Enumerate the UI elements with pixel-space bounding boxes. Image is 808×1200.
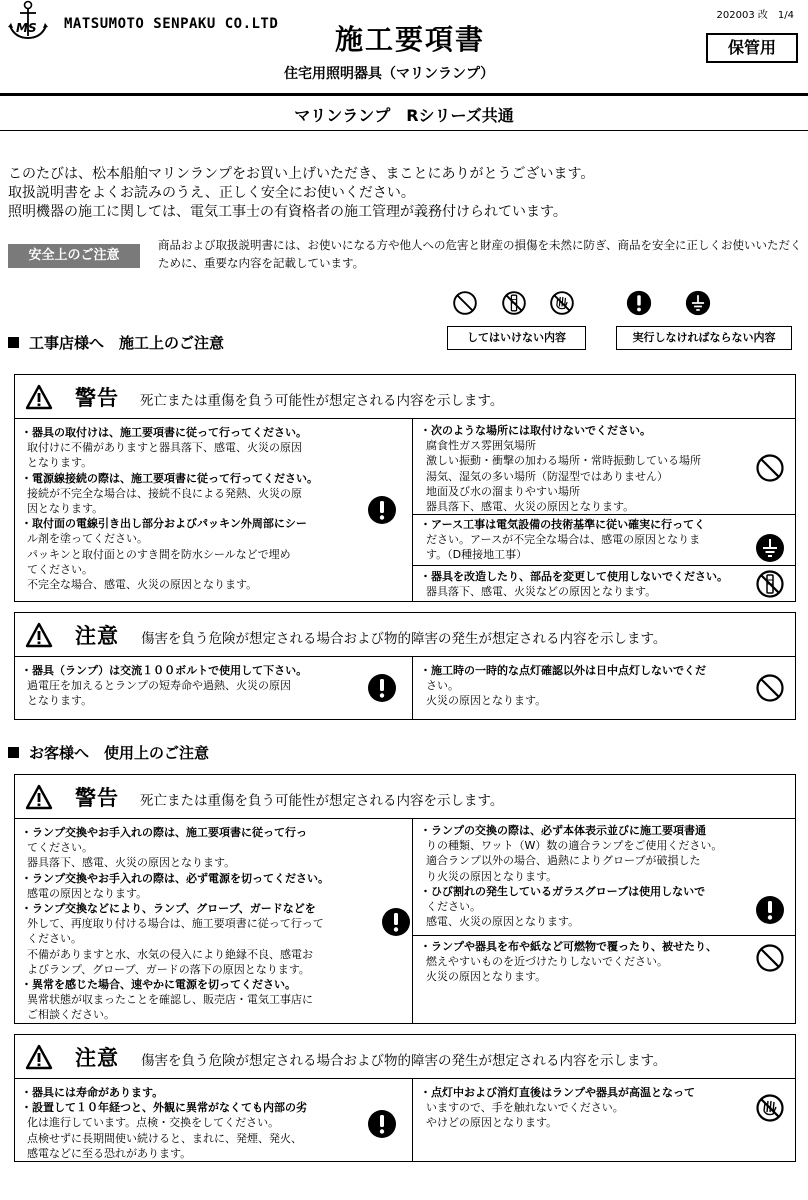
warning-header [15, 775, 795, 819]
list-item-detail: 湯気、湿気の多い場所（防湿型ではありません） [426, 469, 668, 483]
list-item-detail: 点検せずに長期間使い続けると、まれに、発煙、発火、 [27, 1131, 302, 1145]
list-item-detail: 感電などに至る恐れがあります。 [27, 1146, 192, 1160]
warning-description: 死亡または重傷を負う可能性が想定される内容を示します。 [140, 393, 504, 409]
warning-right-item-2 [420, 939, 760, 985]
section-heading-text: 工事店様へ 施工上のご注意 [29, 334, 225, 352]
list-item-detail: ください。 [426, 900, 481, 914]
list-item: ・ランプ交換やお手入れの際は、必ず電源を切ってください。 [21, 871, 329, 885]
warning-left-column [21, 825, 381, 1023]
list-item: ・取付面の電線引き出し部分およびパッキン外周部にシー [21, 517, 307, 531]
list-item-detail: りの種類、ワット（W）数の適合ランプをご使用ください。 [426, 839, 723, 853]
square-bullet-icon [8, 337, 19, 348]
warning-triangle-icon [25, 784, 53, 810]
no-disassemble-icon [755, 569, 785, 599]
list-item: ・アース工事は電気設備の技術基準に従い確実に行ってく [420, 518, 706, 531]
series-title: マリンランプ Rシリーズ共通 [294, 106, 514, 125]
list-item-detail: 激しい振動・衝撃の加わる場所・常時振動している場所 [426, 454, 701, 468]
prohibit-icon [755, 943, 785, 973]
list-item-detail: ご相談ください。 [27, 1008, 115, 1022]
list-item-detail: てください。 [27, 841, 93, 855]
list-item: ・器具の取付けは、施工要項書に従って行ってください。 [21, 426, 307, 439]
list-item: ・ランプの交換の際は、必ず本体表示並びに施工要項書通 [420, 824, 706, 837]
caution-description: 傷害を負う危険が想定される場合および物的障害の発生が想定される内容を示します。 [141, 631, 667, 647]
list-item-detail: 器具落下、感電、火災などの原因となります。 [426, 585, 657, 599]
warning-right-item-1 [420, 423, 750, 514]
list-item: ・ランプ交換やお手入れの際は、施工要項書に従って行っ [21, 826, 307, 839]
ground-icon [755, 533, 785, 563]
warning-right-item-1 [420, 823, 760, 929]
intro-text [8, 165, 594, 222]
caution-right-column [420, 663, 750, 709]
list-item: ・器具には寿命があります。 [21, 1086, 164, 1099]
list-item: ・施工時の一時的な点灯確認以外は日中点灯しないでくだ [420, 664, 706, 677]
list-item: ・器具を改造したり、部品を変更して使用しないでください。 [420, 570, 728, 583]
list-item: ・ランプ交換などにより、ランプ、グローブ、ガードなどを [21, 902, 316, 916]
warning-description: 死亡または重傷を負う可能性が想定される内容を示します。 [140, 793, 504, 809]
legend-mandatory: 実行しなければならない内容 [616, 326, 792, 350]
legend-prohibited: してはいけない内容 [447, 326, 586, 350]
list-item-detail: 取付けに不備がありますと器具落下、感電、火災の原因 [27, 441, 302, 455]
section-heading-contractor [8, 332, 224, 353]
document-title: 施工要項書 [335, 23, 486, 56]
anchor-logo-icon [5, 0, 51, 44]
list-item: ・電源線接続の際は、施工要項書に従って行ってください。 [21, 471, 318, 485]
mandatory-icon [755, 895, 785, 925]
warning-triangle-icon [25, 384, 53, 410]
customer-caution-table [14, 1034, 796, 1162]
header-divider [0, 93, 808, 96]
caution-label: 注意 [75, 1046, 119, 1070]
customer-warning-table [14, 774, 796, 1024]
warning-left-column [21, 425, 351, 592]
caution-label: 注意 [75, 624, 119, 648]
list-item-detail: いますので、手を触れないでください。 [426, 1101, 624, 1115]
list-item: ・次のような場所には取付けないでください。 [420, 424, 651, 437]
list-item-detail: よびランプ、グローブ、ガードの落下の原因となります。 [27, 962, 310, 976]
list-item-detail: 過電圧を加えるとランプの短寿命や過熱、火災の原因 [27, 679, 291, 693]
list-item: ・設置して１０年経つと、外観に異常がなくても内部の劣 [21, 1101, 307, 1115]
no-touch-icon [755, 1093, 785, 1123]
revision-label: 202003 改 1/4 [716, 10, 794, 21]
list-item-detail: 感電、火災の原因となります。 [426, 915, 580, 929]
list-item: ・器具（ランプ）は交流１００ボルトで使用して下さい。 [21, 664, 308, 677]
list-item-detail: 接続が不完全な場合は、接続不良による発熱、火災の原 [27, 486, 302, 500]
list-item-detail: 異常状態が収まったことを確認し、販売店・電気工事店に [27, 993, 313, 1007]
caution-header [15, 1035, 795, 1079]
contractor-caution-table [14, 612, 796, 720]
prohibit-icon [755, 673, 785, 703]
svg-text:MS: MS [16, 21, 37, 35]
list-item-detail: ださい。アースが不完全な場合は、感電の原因となりま [426, 533, 701, 547]
caution-left-column [21, 663, 351, 709]
intro-line: 照明機器の施工に関しては、電気工事士の有資格者の施工管理が義務付けられています。 [8, 204, 567, 220]
no-disassemble-icon [501, 290, 527, 316]
warning-right-item-3 [420, 569, 760, 599]
list-item-detail: 外して、再度取り付ける場合は、施工要項書に従って行って [27, 917, 324, 931]
section-heading-text: お客様へ 使用上のご注意 [29, 744, 210, 762]
mandatory-icon [367, 1109, 397, 1139]
list-item-detail: となります。 [27, 456, 93, 470]
series-divider [0, 130, 808, 131]
prohibit-icon [452, 290, 478, 316]
square-bullet-icon [8, 747, 19, 758]
list-item-detail: ル剤を塗ってください。 [27, 532, 148, 546]
list-item-detail: 燃えやすいものを近づけたりしないでください。 [426, 955, 668, 969]
list-item-detail: 器具落下、感電、火災の原因となります。 [426, 500, 635, 514]
safety-description: 商品および取扱説明書には、お使いになる方や他人への危害と財産の損傷を未然に防ぎ、商品を安全に正しくお使いいただくために、重要な内容を記載しています。 [158, 238, 802, 270]
list-item: ・異常を感じた場合、速やかに電源を切ってください。 [21, 978, 296, 992]
list-item-detail: 不備がありますと水、水気の侵入により絶縁不良、感電お [27, 947, 313, 961]
list-item-detail: 器具落下、感電、火災の原因となります。 [27, 856, 236, 870]
list-item-detail: 不完全な場合、感電、火災の原因となります。 [27, 578, 258, 592]
no-touch-icon [549, 290, 575, 316]
list-item-detail: 火災の原因となります。 [426, 970, 547, 984]
list-item: ・点灯中および消灯直後はランプや器具が高温となって [420, 1086, 695, 1099]
list-item-detail: り火災の原因となります。 [426, 869, 558, 883]
warning-label: 警告 [75, 386, 119, 410]
list-item-detail: 適合ランプ以外の場合、過熱によりグローブが破損した [426, 854, 701, 868]
list-item-detail: てください。 [27, 562, 93, 576]
warning-label: 警告 [75, 786, 119, 810]
caution-left-column [21, 1085, 361, 1161]
intro-line: 取扱説明書をよくお読みのうえ、正しく安全にお使いください。 [8, 185, 415, 201]
list-item-detail: 因となります。 [27, 502, 104, 516]
mandatory-icon [367, 673, 397, 703]
mandatory-icon [367, 495, 397, 525]
list-item: ・ランプや器具を布や紙など可燃物で覆ったり、被せたり、 [420, 940, 717, 953]
caution-description: 傷害を負う危険が想定される場合および物的障害の発生が想定される内容を示します。 [141, 1053, 667, 1069]
list-item-detail: さい。 [426, 679, 459, 693]
contractor-warning-table [14, 374, 796, 602]
keep-copy-box: 保管用 [706, 33, 798, 63]
prohibit-icon [755, 453, 785, 483]
intro-line: このたびは、松本船舶マリンランプをお買い上げいただき、まことにありがとうございます。 [8, 166, 595, 182]
section-heading-customer [8, 742, 209, 763]
ground-icon [685, 290, 711, 316]
list-item-detail: ください。 [27, 932, 82, 946]
mandatory-icon [626, 290, 652, 316]
list-item-detail: 火災の原因となります。 [426, 694, 547, 708]
warning-header [15, 375, 795, 419]
list-item-detail: となります。 [27, 694, 93, 708]
safety-badge: 安全上のご注意 [8, 244, 140, 268]
list-item-detail: 腐食性ガス雰囲気場所 [426, 439, 536, 453]
list-item-detail: パッキンと取付面とのすき間を防水シールなどで埋め [27, 547, 291, 561]
list-item-detail: やけどの原因となります。 [426, 1116, 558, 1130]
list-item: ・ひび割れの発生しているガラスグローブは使用しないで [420, 884, 706, 898]
list-item-detail: 感電の原因となります。 [27, 886, 148, 900]
caution-triangle-icon [25, 622, 53, 648]
list-item-detail: 地面及び水の溜まりやすい場所 [426, 484, 580, 498]
caution-triangle-icon [25, 1044, 53, 1070]
caution-right-column [420, 1085, 750, 1131]
list-item-detail: す。（D種接地工事） [426, 548, 528, 562]
company-name: MATSUMOTO SENPAKU CO.LTD [64, 16, 279, 32]
list-item-detail: 化は進行しています。点検・交換をしてください。 [27, 1116, 280, 1130]
caution-header [15, 613, 795, 657]
mandatory-icon [381, 907, 411, 937]
warning-right-item-2 [420, 517, 750, 563]
product-subtitle: 住宅用照明器具（マリンランプ） [284, 66, 495, 82]
